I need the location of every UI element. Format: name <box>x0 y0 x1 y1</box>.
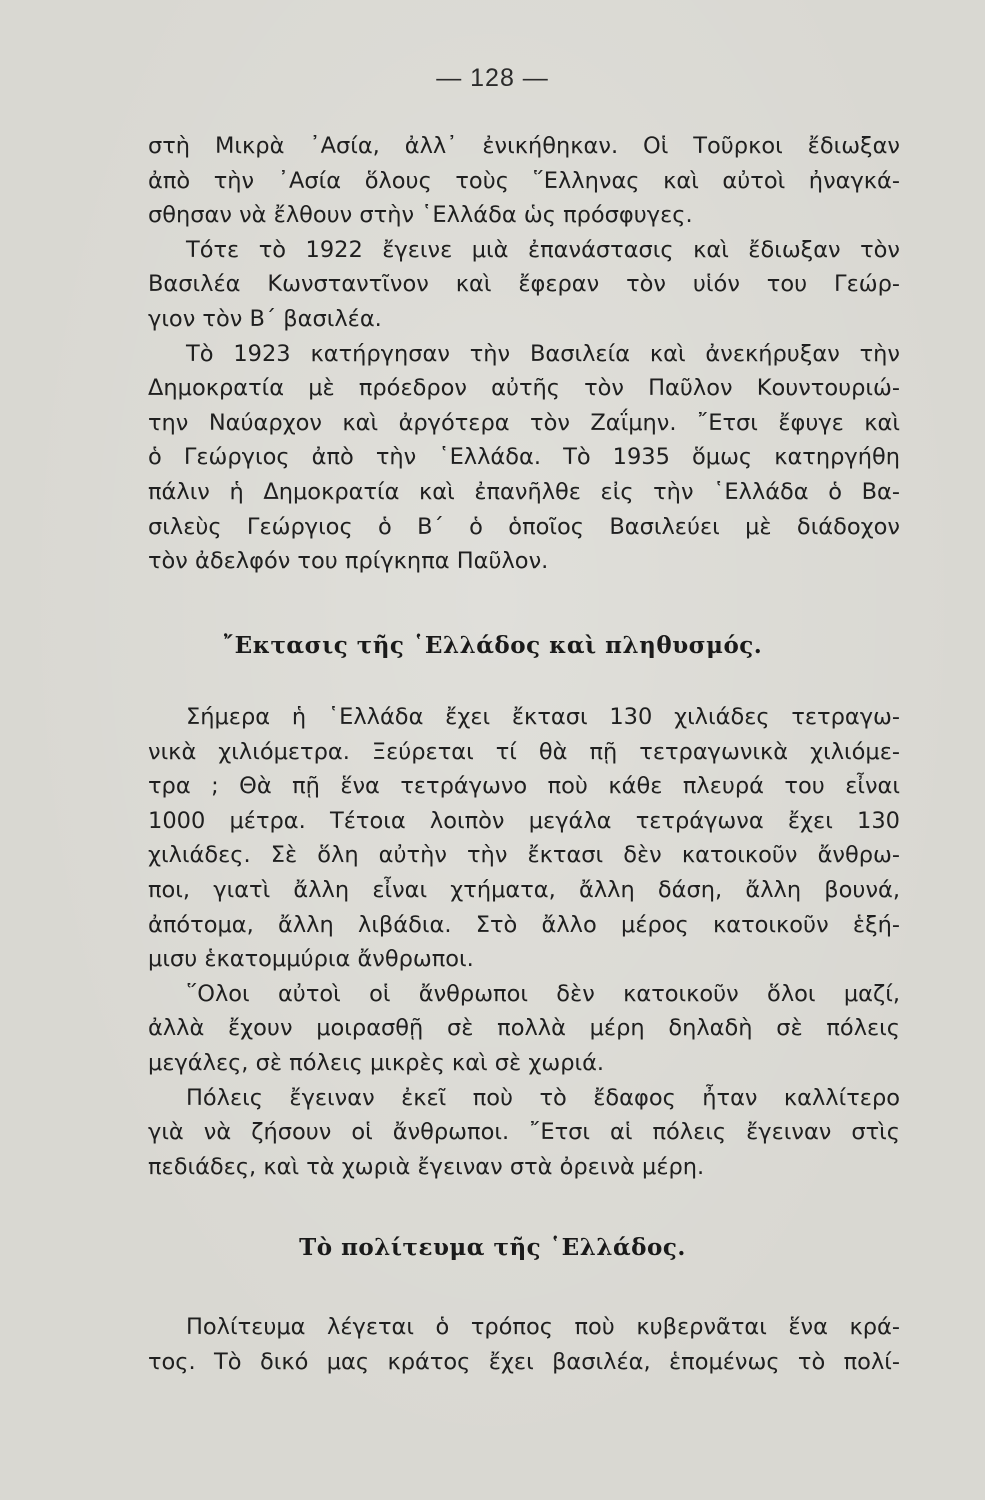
text-line: ὁ Γεώργιος ἀπὸ τὴν ῾Ελλάδα. Τὸ 1935 ὅμως κατηργήθη <box>148 444 900 471</box>
text-line: μεγάλες, σὲ πόλεις μικρὲς καὶ σὲ χωριά. <box>148 1049 605 1076</box>
text-line: Τὸ 1923 κατήργησαν τὴν Βασιλεία καὶ ἀνεκήρυξαν τὴν <box>186 340 900 367</box>
text-line: ἀλλὰ ἔχουν μοιρασθῇ σὲ πολλὰ μέρη δηλαδὴ σὲ πόλεις <box>148 1015 900 1042</box>
text-line: χιλιάδες. Σὲ ὅλη αὐτὴν τὴν ἔκτασι δὲν κατοικοῦν ἄνθρω- <box>148 842 900 869</box>
text-line: πάλιν ἡ Δημοκρατία καὶ ἐπανῆλθε εἰς τὴν ῾Ελλάδα ὁ Βα- <box>148 478 900 505</box>
section-heading-area-population: ῎Εκτασις τῆς ῾Ελλάδος καὶ πληθυσμός. <box>222 632 763 659</box>
text-line: ἀπὸ τὴν ᾿Ασία ὅλους τοὺς ῞Ελληνας καὶ αὐτοὶ ἠναγκά- <box>148 167 900 194</box>
history-paragraphs <box>148 129 900 579</box>
section-heading-polity: Τὸ πολίτευμα τῆς ῾Ελλάδος. <box>299 1234 686 1261</box>
text-line: μισυ ἑκατομμύρια ἄνθρωποι. <box>148 946 474 973</box>
text-line: 1000 μέτρα. Τέτοια λοιπὸν μεγάλα τετράγωνα ἔχει 130 <box>148 807 900 834</box>
text-line: τος. Τὸ δικό μας κράτος ἔχει βασιλέα, ἑπομένως τὸ πολί- <box>148 1348 900 1375</box>
text-line: γιὰ νὰ ζήσουν οἱ ἄνθρωποι. ῎Ετσι αἱ πόλεις ἔγειναν στὶς <box>148 1119 900 1146</box>
text-line: νικὰ χιλιόμετρα. Ξεύρεται τί θὰ πῇ τετραγωνικὰ χιλιόμε- <box>148 738 900 765</box>
text-line: τρα ; Θὰ πῇ ἕνα τετράγωνο ποὺ κάθε πλευρά του εἶναι <box>148 773 900 800</box>
text-line: πεδιάδες, καὶ τὰ χωριὰ ἔγειναν στὰ ὀρεινὰ μέρη. <box>148 1153 705 1180</box>
text-line: γιον τὸν Β΄ βασιλέα. <box>148 305 382 332</box>
page-number: — 128 — <box>436 64 549 92</box>
text-line: Πόλεις ἔγειναν ἐκεῖ ποὺ τὸ ἔδαφος ἦταν καλλίτερο <box>186 1084 900 1111</box>
text-line: την Ναύαρχον καὶ ἀργότερα τὸν Ζαΐμην. ῎Ετσι ἔφυγε καὶ <box>148 409 900 436</box>
text-line: σθησαν νὰ ἔλθουν στὴν ῾Ελλάδα ὡς πρόσφυγες. <box>148 202 693 229</box>
polity-paragraphs <box>148 1310 900 1379</box>
text-line: ποι, γιατὶ ἄλλη εἶναι χτήματα, ἄλλη δάση, ἄλλη βουνά, <box>148 876 900 903</box>
text-line: Βασιλέα Κωνσταντῖνον καὶ ἔφεραν τὸν υἱόν του Γεώρ- <box>148 271 900 298</box>
text-line: σιλεὺς Γεώργιος ὁ Β΄ ὁ ὁποῖος Βασιλεύει μὲ διάδοχον <box>148 513 900 540</box>
text-line: Πολίτευμα λέγεται ὁ τρόπος ποὺ κυβερνᾶται ἕνα κρά- <box>186 1314 900 1340</box>
area-population-paragraphs <box>148 700 900 1184</box>
text-line: τὸν ἀδελφόν του πρίγκηπα Παῦλον. <box>148 548 549 575</box>
text-line: στὴ Μικρὰ ᾿Ασία, ἀλλ᾿ ἐνικήθηκαν. Οἱ Τοῦρκοι ἔδιωξαν <box>148 133 900 159</box>
text-line: Δημοκρατία μὲ πρόεδρον αὐτῆς τὸν Παῦλον Κουντουριώ- <box>148 375 900 402</box>
text-line: ῞Ολοι αὐτοὶ οἱ ἄνθρωποι δὲν κατοικοῦν ὅλοι μαζί, <box>186 980 900 1007</box>
text-line: ἀπότομα, ἄλλη λιβάδια. Στὸ ἄλλο μέρος κατοικοῦν ἑξή- <box>148 911 900 938</box>
text-line: Τότε τὸ 1922 ἔγεινε μιὰ ἐπανάστασις καὶ ἔδιωξαν τὸν <box>186 236 900 263</box>
text-line: Σήμερα ἡ ῾Ελλάδα ἔχει ἔκτασι 130 χιλιάδες τετραγω- <box>186 704 900 730</box>
